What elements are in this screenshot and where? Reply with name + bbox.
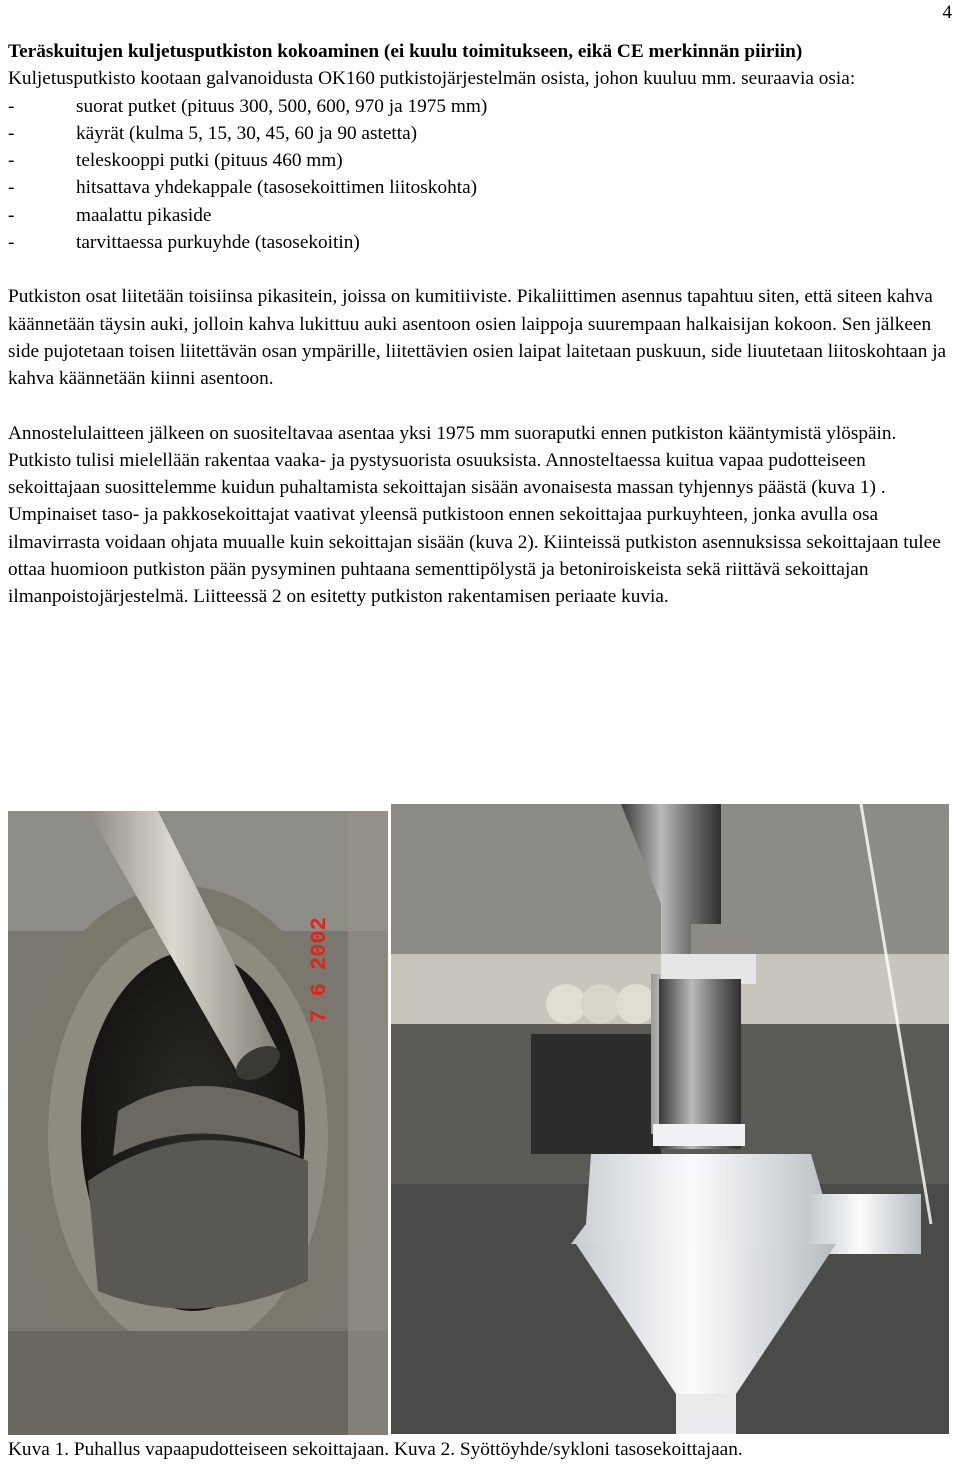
list-item	[8, 174, 953, 201]
list-item	[8, 93, 953, 120]
intro-paragraph: Kuljetusputkisto kootaan galvanoidusta OK160 putkistojärjestelmän osista, johon kuuluu mm. seuraavia osia:	[8, 68, 856, 90]
list-item-text: tarvittaessa purkuyhde (tasosekoitin)	[76, 232, 360, 254]
list-dash: -	[8, 177, 15, 199]
installation-paragraph: Annostelulaitteen jälkeen on suositeltavaa asentaa yksi 1975 mm suoraputki ennen putkiston kääntymistä ylöspäin. Putkisto tulisi mielellään rakentaa vaaka- ja pystysuorista osuuksista. Annosteltaessa kuitua vapaa pudotteiseen sekoittajaan suosittelemme kuidun puhaltamista sekoittajan sisään avonaisesta massan tyhjennys päästä (kuva 1) . Umpinaiset taso- ja pakkosekoittajat vaativat yleensä putkistoon ennen sekoittajaa purkuyhteen, jonka avulla osa ilmavirrasta voidaan ohjata muualle kuin sekoittajan sisään (kuva 2). Kiinteissä putkiston asennuksissa sekoittajaan tulee ottaa huomioon putkiston pään pysyminen puhtaana sementtipölystä ja betoniroiskeista sekä riittävä sekoittajan ilmanpoistojärjestelmä. Liitteessä 2 on esitetty putkiston rakentamisen periaate kuvia.	[8, 422, 941, 608]
list-item	[8, 120, 953, 147]
photo-date-stamp	[300, 865, 350, 1075]
parts-list	[8, 93, 953, 257]
list-item-text: maalattu pikaside	[76, 204, 212, 226]
list-item-text: hitsattava yhdekappale (tasosekoittimen liitoskohta)	[76, 177, 478, 199]
list-dash: -	[8, 204, 15, 226]
list-dash: -	[8, 232, 15, 254]
list-item-text: teleskooppi putki (pituus 460 mm)	[76, 150, 343, 172]
list-item	[8, 147, 953, 174]
figure-caption: Kuva 1. Puhallus vapaapudotteiseen sekoittajaan. Kuva 2. Syöttöyhde/sykloni tasosekoittajaan.	[8, 1439, 743, 1460]
coupling-paragraph: Putkiston osat liitetään toisiinsa pikasitein, joissa on kumitiiviste. Pikaliittimen asennus tapahtuu siten, että siteen kahva käännetään täysin auki, jolloin kahva lukittuu auki asentoon osien laippoja suurempaan halkaisijan kokoon. Sen jälkeen side pujotetaan toisen liitettävän osan ympärille, liitettävien osien laipat laitetaan puskuun, side liuutetaan liitoskohtaan ja kahva käännetään kiinni asentoon.	[8, 286, 947, 390]
list-dash: -	[8, 122, 15, 144]
photo-cyclone-feed	[391, 804, 949, 1434]
list-item	[8, 202, 953, 229]
list-item-text: suorat putket (pituus 300, 500, 600, 970 ja 1975 mm)	[76, 95, 488, 117]
date-stamp-text: 7 6 2002	[307, 917, 332, 1023]
page-number: 4	[942, 2, 952, 23]
document-body	[8, 38, 953, 611]
list-dash: -	[8, 150, 15, 172]
list-dash: -	[8, 95, 15, 117]
list-item-text: käyrät (kulma 5, 15, 30, 45, 60 ja 90 astetta)	[76, 122, 418, 144]
section-heading: Teräskuitujen kuljetusputkiston kokoaminen (ei kuulu toimitukseen, eikä CE merkinnän piiriin)	[8, 41, 803, 62]
list-item	[8, 229, 953, 256]
